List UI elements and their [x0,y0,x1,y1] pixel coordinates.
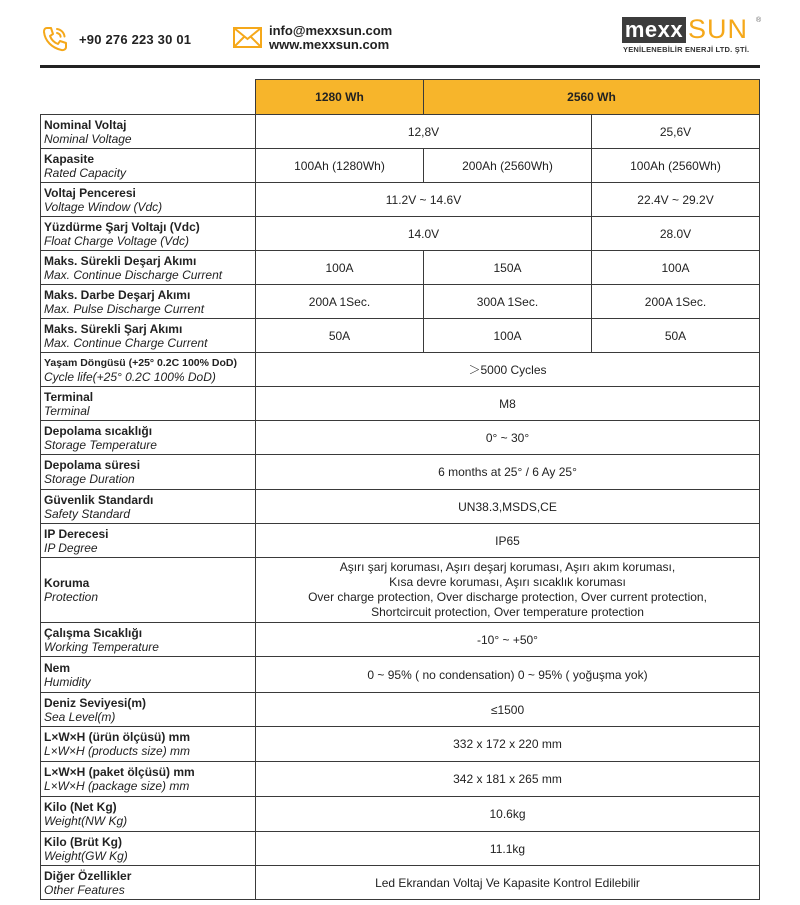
table-row [41,149,760,183]
row-label [41,217,256,251]
row-label [41,866,256,900]
value-line: Kısa devre koruması, Aşırı sıcaklık koruması [389,575,626,589]
row-label [41,762,256,797]
label-turkish: Çalışma Sıcaklığı [44,625,143,640]
value-cell: 14.0V [256,217,592,251]
value-cell: 0° ~ 30° [256,421,760,455]
label-turkish: Nem [44,660,71,675]
label-english: Weight(NW Kg) [44,814,128,828]
label-turkish: Nominal Voltaj [44,117,127,132]
row-label [41,251,256,285]
label-turkish: IP Derecesi [44,526,109,541]
value-cell: Led Ekrandan Voltaj Ve Kapasite Kontrol Edilebilir [256,866,760,900]
value-cell: ＞5000 Cycles [256,353,760,387]
value-cell: IP65 [256,524,760,558]
table-row [41,832,760,866]
row-label [41,421,256,455]
label-english: Protection [44,590,99,604]
row-label [41,285,256,319]
label-turkish: Yaşam Döngüsü (+25° 0.2C 100% DoD) [44,356,237,369]
label-turkish: Voltaj Penceresi [44,185,136,200]
table-row [41,285,760,319]
website-link[interactable]: www.mexxsun.com [269,37,390,52]
value-cell: 28.0V [592,217,760,251]
row-label [41,832,256,866]
label-english: Humidity [44,674,91,689]
label-english: Max. Pulse Discharge Current [44,301,205,316]
label-turkish: Koruma [44,576,90,590]
value-cell: M8 [256,387,760,421]
table-row [41,251,760,285]
row-label [41,657,256,693]
value-cell [256,558,760,623]
table-row [41,727,760,762]
row-label [41,524,256,558]
label-english: Working Temperature [44,639,159,654]
table-row [41,657,760,693]
table-row [41,623,760,657]
email-link[interactable]: info@mexxsun.com [269,23,393,38]
value-cell: 300A 1Sec. [424,285,592,319]
phone-number[interactable]: +90 276 223 30 01 [79,32,192,47]
value-cell: 100A [424,319,592,353]
table-row [41,319,760,353]
label-turkish: Maks. Sürekli Şarj Akımı [44,321,183,336]
label-english: IP Degree [44,540,98,555]
table-row [41,797,760,832]
value-cell: 50A [592,319,760,353]
label-turkish: Maks. Darbe Deşarj Akımı [44,287,191,302]
row-label [41,149,256,183]
value-cell: 200Ah (2560Wh) [424,149,592,183]
value-cell: 200A 1Sec. [256,285,424,319]
table-row [41,762,760,797]
value-cell: 11.2V ~ 14.6V [256,183,592,217]
phone-icon [40,25,70,53]
table-row [41,693,760,727]
table-row [41,387,760,421]
label-english: Storage Duration [44,472,135,486]
table-row [41,866,760,900]
value-cell: 0 ~ 95% ( no condensation) 0 ~ 95% ( yoğuşma yok) [256,657,760,693]
value-cell: 6 months at 25° / 6 Ay 25° [256,455,760,490]
column-header-2560: 2560 Wh [424,80,760,115]
label-turkish: L×W×H (paket ölçüsü) mm [44,765,195,779]
row-label [41,727,256,762]
value-cell: 100A [592,251,760,285]
table-row [41,524,760,558]
value-cell: 10.6kg [256,797,760,832]
label-english: Max. Continue Discharge Current [44,267,223,282]
value-cell: 12,8V [256,115,592,149]
label-turkish: Depolama sıcaklığı [44,423,153,438]
row-label [41,183,256,217]
value-cell: 332 x 172 x 220 mm [256,727,760,762]
table-row [41,217,760,251]
value-line: Shortcircuit protection, Over temperature protection [371,605,644,619]
label-english: Sea Level(m) [44,709,116,724]
table-row [41,455,760,490]
row-label [41,319,256,353]
company-logo: mexx SUN ® YENİLENEBİLİR ENERJİ LTD. ŞTİ. [623,14,762,54]
column-header-1280: 1280 Wh [256,80,424,115]
row-label [41,455,256,490]
label-turkish: Terminal [44,389,94,404]
value-cell: 22.4V ~ 29.2V [592,183,760,217]
spec-table [40,79,760,900]
label-english: Terminal [44,403,90,418]
label-turkish: Diğer Özellikler [44,868,132,883]
label-turkish: Depolama süresi [44,458,141,472]
value-cell: 342 x 181 x 265 mm [256,762,760,797]
row-label [41,115,256,149]
value-cell: 11.1kg [256,832,760,866]
row-label [41,490,256,524]
value-cell: 150A [424,251,592,285]
row-label [41,797,256,832]
label-turkish: Kilo (Brüt Kg) [44,834,122,849]
label-english: Safety Standard [44,506,131,521]
label-english: Other Features [44,882,125,897]
value-cell: 100Ah (2560Wh) [592,149,760,183]
table-row [41,183,760,217]
label-english: Rated Capacity [44,165,127,180]
value-cell: -10° ~ +50° [256,623,760,657]
header-divider [40,65,760,68]
label-english: L×W×H (package size) mm [44,779,190,793]
row-label [41,693,256,727]
table-header-row [41,80,760,115]
label-turkish: Kapasite [44,151,95,166]
value-line: Aşırı şarj koruması, Aşırı deşarj koruması, Aşırı akım koruması, [339,560,676,574]
label-english: L×W×H (products size) mm [44,744,191,758]
value-cell: 50A [256,319,424,353]
table-row [41,115,760,149]
label-english: Cycle life(+25° 0.2C 100% DoD) [44,369,216,384]
label-turkish: Deniz Seviyesi(m) [44,695,147,710]
value-line: Over charge protection, Over discharge protection, Over current protection, [308,590,707,604]
value-cell: UN38.3,MSDS,CE [256,490,760,524]
page-header [0,0,800,66]
row-label [41,353,256,387]
label-english: Weight(GW Kg) [44,848,128,863]
mail-icon [233,27,262,48]
table-row [41,421,760,455]
table-row [41,353,760,387]
row-label [41,623,256,657]
value-cell: 100A [256,251,424,285]
table-row [41,490,760,524]
label-turkish: Güvenlik Standardı [44,492,154,507]
row-label [41,387,256,421]
value-cell: 25,6V [592,115,760,149]
label-english: Float Charge Voltage (Vdc) [44,233,189,248]
row-label [41,558,256,623]
table-row [41,558,760,623]
label-english: Nominal Voltage [44,131,132,146]
label-turkish: L×W×H (ürün ölçüsü) mm [44,730,191,744]
label-english: Voltage Window (Vdc) [44,199,163,214]
label-english: Max. Continue Charge Current [44,335,208,350]
value-cell: 200A 1Sec. [592,285,760,319]
value-cell: ≤1500 [256,693,760,727]
value-cell: 100Ah (1280Wh) [256,149,424,183]
label-turkish: Kilo (Net Kg) [44,800,117,814]
label-turkish: Maks. Sürekli Deşarj Akımı [44,253,197,268]
label-english: Storage Temperature [44,437,157,452]
label-turkish: Yüzdürme Şarj Voltajı (Vdc) [44,219,200,234]
